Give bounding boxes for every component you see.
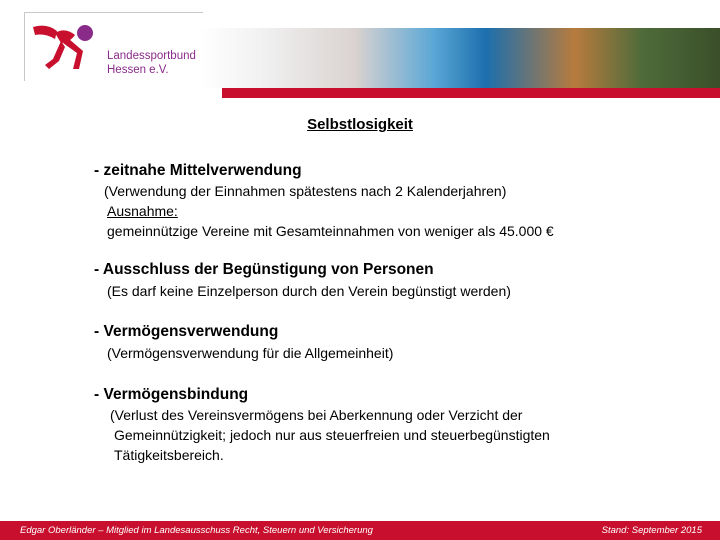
athlete-logo-icon bbox=[25, 13, 105, 79]
heading-mittelverwendung: - zeitnahe Mittelverwendung bbox=[94, 162, 302, 179]
text-line: (Es darf keine Einzelperson durch den Verein begünstigt werden) bbox=[107, 283, 511, 299]
logo bbox=[24, 12, 203, 81]
heading-vermoegensbindung: - Vermögensbindung bbox=[94, 386, 249, 403]
heading-vermoegensverwendung: - Vermögensverwendung bbox=[94, 323, 279, 340]
logo-line2: Hessen e.V. bbox=[107, 64, 169, 76]
footer-date: Stand: September 2015 bbox=[601, 525, 702, 536]
logo-text bbox=[107, 49, 196, 77]
page-title: Selbstlosigkeit bbox=[307, 116, 413, 133]
text-line: Gemeinnützigkeit; jedoch nur aus steuerfreien und steuerbegünstigten bbox=[114, 427, 550, 443]
header bbox=[0, 0, 720, 100]
text-line: (Verlust des Vereinsvermögens bei Aberkennung oder Verzicht der bbox=[110, 407, 523, 423]
text-line: (Verwendung der Einnahmen spätestens nach 2 Kalenderjahren) bbox=[104, 183, 507, 199]
footer-author: Edgar Oberländer – Mitglied im Landesausschuss Recht, Steuern und Versicherung bbox=[20, 525, 373, 536]
heading-ausschluss: - Ausschluss der Begünstigung von Personen bbox=[94, 261, 434, 278]
text-line: Ausnahme: bbox=[107, 203, 178, 219]
header-red-bar bbox=[222, 88, 720, 98]
text-line: (Vermögensverwendung für die Allgemeinheit) bbox=[107, 345, 394, 361]
footer bbox=[0, 521, 720, 540]
text-line: Tätigkeitsbereich. bbox=[114, 447, 224, 463]
text-line: gemeinnützige Vereine mit Gesamteinnahmen von weniger als 45.000 € bbox=[107, 223, 554, 239]
sports-photo-banner bbox=[200, 28, 720, 88]
logo-line1: Landessportbund bbox=[107, 50, 196, 62]
